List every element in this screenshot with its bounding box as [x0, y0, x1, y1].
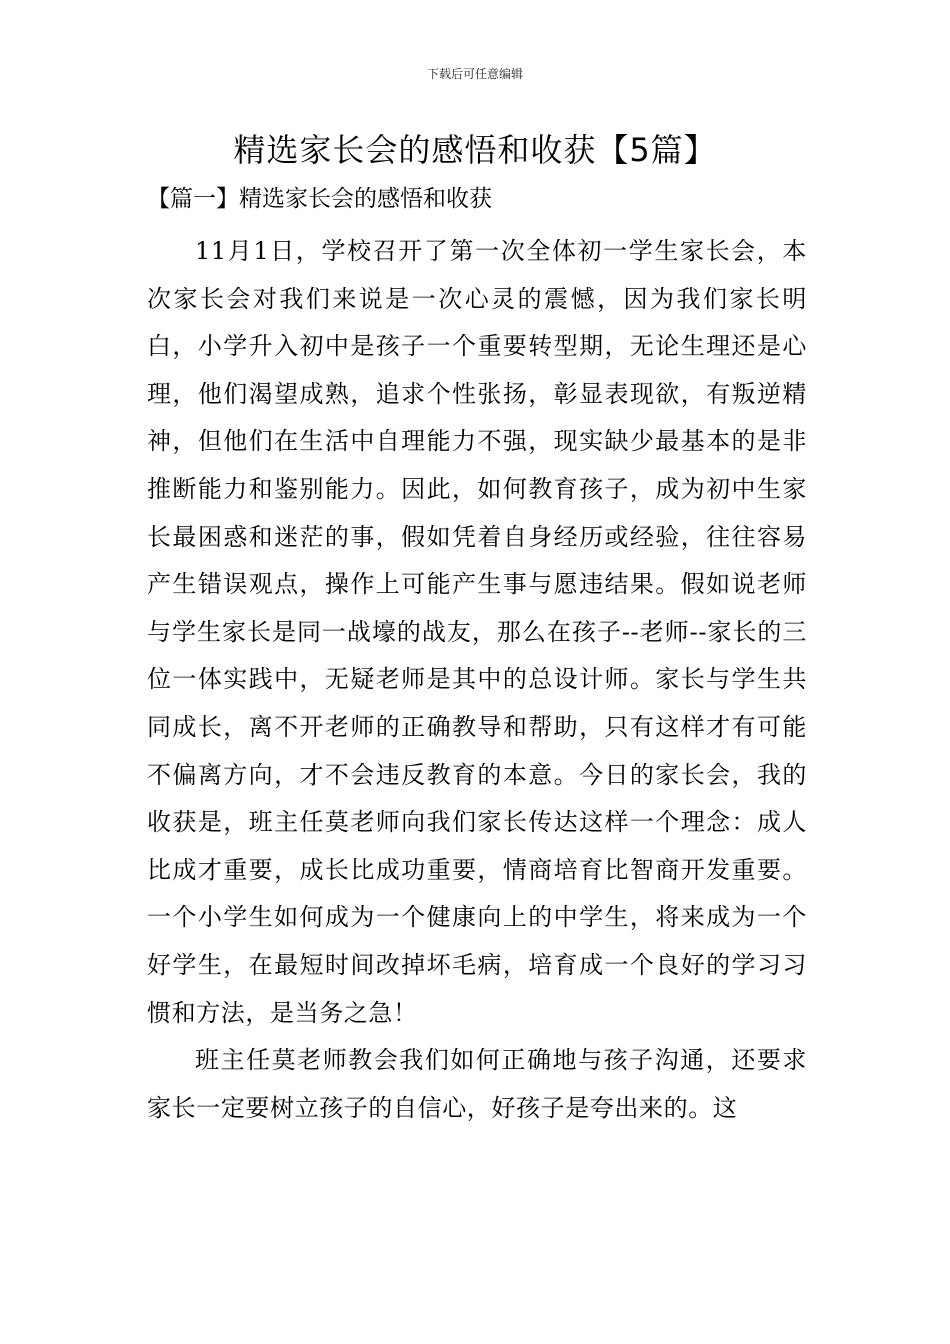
body-paragraph-1: 11月1日，学校召开了第一次全体初一学生家长会，本次家长会对我们来说是一次心灵的震憾，因为我们家长明白，小学升入初中是孩子一个重要转型期，无论生理还是心理，他们渴望成熟，追求个性张扬，彰显表现欲，有叛逆精神，但他们在生活中自理能力不强，现实缺少最基本的是非推断能力和鉴别能力。因此，如何教育孩子，成为初中生家长最困惑和迷茫的事，假如凭着自身经历或经验，往往容易产生错误观点，操作上可能产生事与愿违结果。假如说老师与学生家长是同一战壕的战友，那么在孩子--老师--家长的三位一体实践中，无疑老师是其中的总设计师。家长与学生共同成长，离不开老师的正确教导和帮助，只有这样才有可能不偏离方向，才不会违反教育的本意。今日的家长会，我的收获是，班主任莫老师向我们家长传达这样一个理念：成人比成才重要，成长比成功重要，情商培育比智商开发重要。一个小学生如何成为一个健康向上的中学生，将来成为一个好学生，在最短时间改掉坏毛病，培育成一个良好的学习习惯和方法，是当务之急！ — [147, 237, 807, 1027]
document-body — [147, 228, 807, 1132]
section-heading: 【篇一】精选家长会的感悟和收获 — [147, 186, 492, 212]
header-note: 下载后可任意编辑 — [426, 67, 523, 81]
document-title: 精选家长会的感悟和收获【5篇】 — [233, 131, 717, 169]
body-paragraph-2: 班主任莫老师教会我们如何正确地与孩子沟通，还要求家长一定要树立孩子的自信心，好孩子是夸出来的。这 — [147, 1046, 807, 1122]
